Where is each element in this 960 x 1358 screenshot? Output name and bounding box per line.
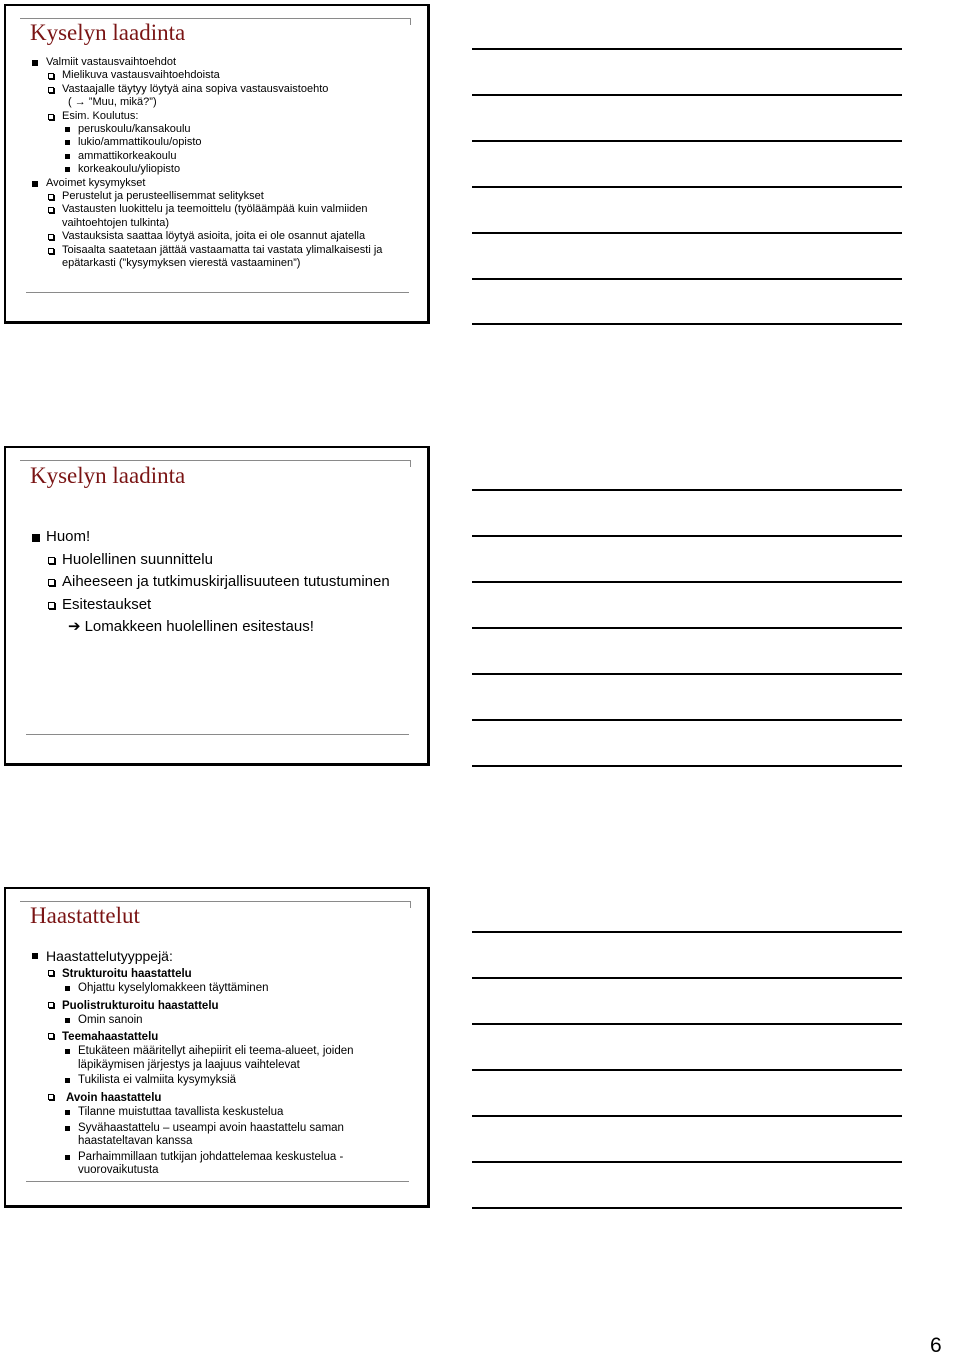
checkbox-bullet-icon bbox=[48, 557, 55, 564]
list-item: Avoimet kysymykset bbox=[28, 177, 413, 190]
list-item: Toisaalta saatetaan jättää vastaamatta tai vastata ylimalkaisesti ja epätarkasti (”kysymyksen vierestä vastaaminen”) bbox=[28, 244, 413, 271]
list-item: Tilanne muistuttaa tavallista keskustelua bbox=[28, 1106, 413, 1120]
notes-line bbox=[472, 186, 902, 188]
square-bullet-icon bbox=[32, 60, 38, 66]
list-item: Teemahaastattelu bbox=[28, 1029, 413, 1045]
notes-line bbox=[472, 719, 902, 721]
list-item-continuation: ( → ”Muu, mikä?”) bbox=[68, 96, 157, 109]
square-bullet-icon bbox=[65, 154, 70, 159]
list-item: Puolistrukturoitu haastattelu bbox=[28, 998, 413, 1014]
list-item: Strukturoitu haastattelu bbox=[28, 966, 413, 982]
notes-line bbox=[472, 232, 902, 234]
list-item: Haastattelutyyppejä: bbox=[28, 947, 413, 966]
checkbox-bullet-icon bbox=[48, 73, 54, 79]
notes-line bbox=[472, 1069, 902, 1071]
list-item: ammattikorkeakoulu bbox=[28, 150, 413, 163]
list-item: Mielikuva vastausvaihtoehdoista bbox=[28, 69, 413, 82]
notes-line bbox=[472, 278, 902, 280]
notes-line bbox=[472, 977, 902, 979]
list-item: Perustelut ja perusteellisemmat selitykset bbox=[28, 190, 413, 203]
checkbox-bullet-icon bbox=[48, 234, 54, 240]
slide-body bbox=[28, 56, 413, 271]
list-item: Vastausten luokittelu ja teemoittelu (työläämpää kuin valmiiden vaihtoehtojen tulkinta) bbox=[28, 203, 413, 230]
notes-line bbox=[472, 581, 902, 583]
list-item: Vastauksista saattaa löytyä asioita, joita ei ole osannut ajatella bbox=[28, 230, 413, 243]
square-bullet-icon bbox=[65, 140, 70, 145]
list-item: lukio/ammattikoulu/opisto bbox=[28, 136, 413, 149]
square-bullet-icon bbox=[65, 1126, 70, 1131]
slide-2 bbox=[4, 446, 430, 766]
slide-divider bbox=[26, 1181, 409, 1182]
notes-line bbox=[472, 673, 902, 675]
list-item: korkeakoulu/yliopisto bbox=[28, 163, 413, 176]
list-item: Syvähaastattelu – useampi avoin haastattelu saman haastateltavan kanssa bbox=[28, 1122, 413, 1149]
notes-line bbox=[472, 140, 902, 142]
checkbox-bullet-icon bbox=[48, 579, 55, 586]
page-number: 6 bbox=[930, 1334, 942, 1357]
checkbox-bullet-icon bbox=[48, 207, 54, 213]
checkbox-bullet-icon bbox=[48, 248, 54, 254]
square-bullet-icon bbox=[65, 1078, 70, 1083]
list-item: Huolellinen suunnittelu bbox=[28, 549, 413, 572]
checkbox-bullet-icon bbox=[48, 1094, 54, 1100]
list-item: Esitestaukset bbox=[28, 594, 413, 617]
square-bullet-icon bbox=[32, 953, 38, 959]
checkbox-bullet-icon bbox=[48, 602, 55, 609]
list-item: Esim. Koulutus: bbox=[28, 110, 413, 123]
slide-title: Kyselyn laadinta bbox=[30, 463, 186, 488]
square-bullet-icon bbox=[32, 181, 38, 187]
checkbox-bullet-icon bbox=[48, 1002, 54, 1008]
slide-body bbox=[28, 947, 413, 1178]
list-item: Huom! bbox=[28, 526, 413, 549]
checkbox-bullet-icon bbox=[48, 970, 54, 976]
slide-title: Kyselyn laadinta bbox=[30, 20, 186, 45]
square-bullet-icon bbox=[65, 1155, 70, 1160]
slide-divider bbox=[26, 292, 409, 293]
square-bullet-icon bbox=[65, 1018, 70, 1023]
square-bullet-icon bbox=[65, 127, 70, 132]
notes-line bbox=[472, 1207, 902, 1209]
list-item: Omin sanoin bbox=[28, 1014, 413, 1028]
notes-line bbox=[472, 627, 902, 629]
notes-line bbox=[472, 323, 902, 325]
list-item: peruskoulu/kansakoulu bbox=[28, 123, 413, 136]
list-item: Tukilista ei valmiita kysymyksiä bbox=[28, 1074, 413, 1088]
list-item: Valmiit vastausvaihtoehdot bbox=[28, 56, 413, 69]
list-item: Avoin haastattelu bbox=[28, 1090, 413, 1106]
checkbox-bullet-icon bbox=[48, 114, 54, 120]
square-bullet-icon bbox=[65, 986, 70, 991]
list-item: Ohjattu kyselylomakkeen täyttäminen bbox=[28, 982, 413, 996]
right-arrow-icon: ➔ bbox=[68, 618, 81, 635]
notes-line bbox=[472, 489, 902, 491]
notes-line bbox=[472, 94, 902, 96]
notes-line bbox=[472, 765, 902, 767]
slide-title: Haastattelut bbox=[30, 903, 140, 928]
square-bullet-icon bbox=[65, 1110, 70, 1115]
notes-line bbox=[472, 1115, 902, 1117]
slide-body bbox=[28, 526, 413, 639]
checkbox-bullet-icon bbox=[48, 87, 54, 93]
square-bullet-icon bbox=[65, 1049, 70, 1054]
notes-line bbox=[472, 931, 902, 933]
notes-line bbox=[472, 535, 902, 537]
list-item: Aiheeseen ja tutkimuskirjallisuuteen tutustuminen bbox=[28, 571, 413, 594]
list-item-continuation: ➔ Lomakkeen huolellinen esitestaus! bbox=[28, 616, 413, 639]
slide-divider bbox=[26, 734, 409, 735]
checkbox-bullet-icon bbox=[48, 1033, 54, 1039]
square-bullet-icon bbox=[32, 534, 40, 542]
slide-3 bbox=[4, 887, 430, 1208]
list-item: Etukäteen määritellyt aihepiirit eli teema-alueet, joiden läpikäymisen järjestys ja laajuus vaihtelevat bbox=[28, 1045, 413, 1072]
checkbox-bullet-icon bbox=[48, 194, 54, 200]
list-item: Parhaimmillaan tutkijan johdattelemaa keskustelua - vuorovaikutusta bbox=[28, 1151, 413, 1178]
slide-1 bbox=[4, 4, 430, 324]
list-item: Vastaajalle täytyy löytyä aina sopiva vastausvaistoehto bbox=[28, 83, 413, 96]
notes-line bbox=[472, 48, 902, 50]
notes-line bbox=[472, 1161, 902, 1163]
notes-line bbox=[472, 1023, 902, 1025]
square-bullet-icon bbox=[65, 167, 70, 172]
